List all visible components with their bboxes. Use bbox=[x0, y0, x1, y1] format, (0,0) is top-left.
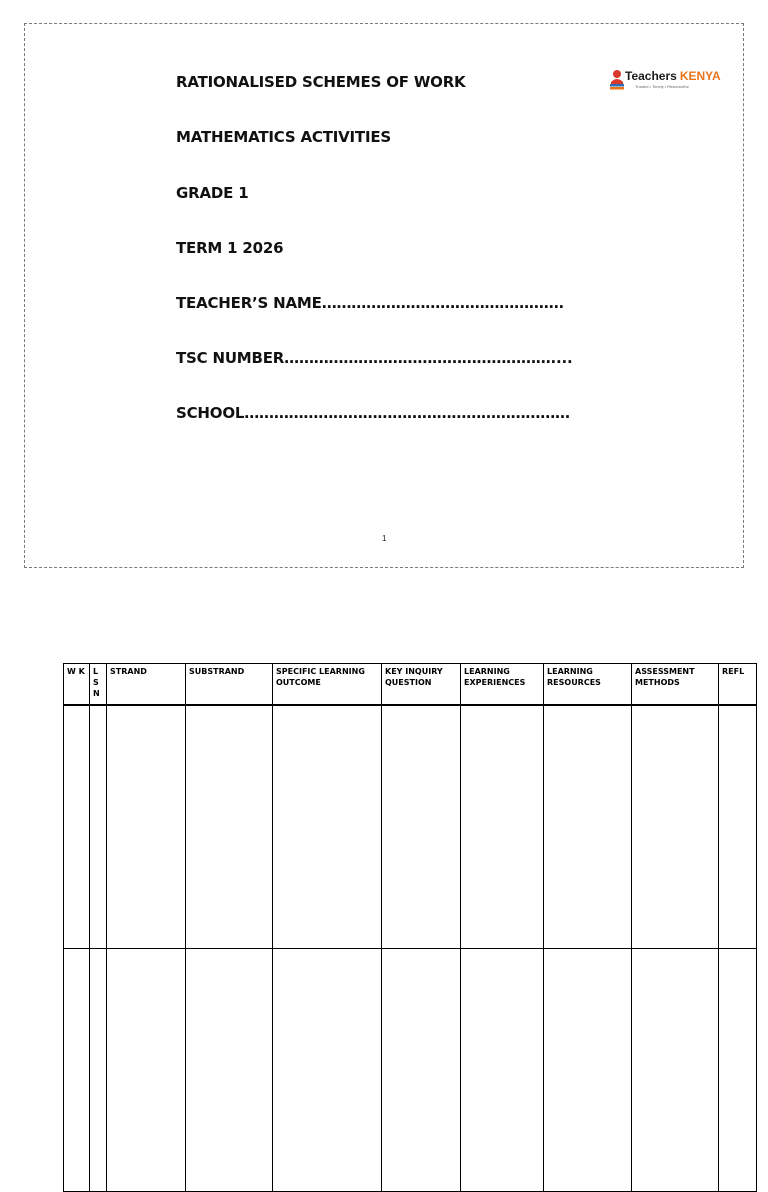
table-cell bbox=[107, 949, 186, 1192]
table-header-row bbox=[64, 664, 757, 706]
cover-page bbox=[24, 23, 744, 568]
header-week: W K bbox=[64, 664, 90, 706]
school-line: SCHOOL………………………………………………………… bbox=[176, 404, 570, 422]
table-cell bbox=[186, 705, 273, 949]
header-strand: STRAND bbox=[107, 664, 186, 706]
table-row bbox=[64, 705, 757, 949]
table-cell bbox=[544, 949, 632, 1192]
logo-tagline: Trusted • Timely • Resourceful bbox=[635, 84, 689, 89]
table-cell bbox=[719, 705, 757, 949]
table-cell bbox=[382, 949, 461, 1192]
table-cell bbox=[461, 949, 544, 1192]
subject-line: MATHEMATICS ACTIVITIES bbox=[176, 128, 391, 146]
table-cell bbox=[64, 705, 90, 949]
header-substrand: SUBSTRAND bbox=[186, 664, 273, 706]
table-cell bbox=[273, 705, 382, 949]
table-cell bbox=[90, 949, 107, 1192]
table-row bbox=[64, 949, 757, 1192]
header-assessment-methods: ASSESSMENT METHODS bbox=[632, 664, 719, 706]
table-cell bbox=[719, 949, 757, 1192]
table-cell bbox=[544, 705, 632, 949]
table-cell bbox=[632, 949, 719, 1192]
table-cell bbox=[186, 949, 273, 1192]
header-learning-experiences: LEARNING EXPERIENCES bbox=[461, 664, 544, 706]
teacher-name-line: TEACHER’S NAME…………………………………………. bbox=[176, 294, 565, 312]
table-cell bbox=[632, 705, 719, 949]
header-lesson: L S N bbox=[90, 664, 107, 706]
table-cell bbox=[461, 705, 544, 949]
table-cell bbox=[64, 949, 90, 1192]
table-cell bbox=[90, 705, 107, 949]
teachers-kenya-logo bbox=[609, 68, 721, 94]
logo-wordmark: Teachers KENYA bbox=[625, 69, 721, 83]
header-key-inquiry-question: KEY INQUIRY QUESTION bbox=[382, 664, 461, 706]
term-line: TERM 1 2026 bbox=[176, 239, 284, 257]
table-cell bbox=[273, 949, 382, 1192]
teacher-icon bbox=[609, 69, 625, 91]
header-reflection: REFL bbox=[719, 664, 757, 706]
scheme-of-work-table bbox=[63, 663, 757, 1192]
header-learning-resources: LEARNING RESOURCES bbox=[544, 664, 632, 706]
table-cell bbox=[107, 705, 186, 949]
tsc-number-line: TSC NUMBER……………………………………………….... bbox=[176, 349, 573, 367]
table-cell bbox=[382, 705, 461, 949]
grade-line: GRADE 1 bbox=[176, 184, 249, 202]
header-specific-learning-outcome: SPECIFIC LEARNING OUTCOME bbox=[273, 664, 382, 706]
page-number: 1 bbox=[382, 534, 387, 543]
document-title: RATIONALISED SCHEMES OF WORK bbox=[176, 73, 466, 91]
